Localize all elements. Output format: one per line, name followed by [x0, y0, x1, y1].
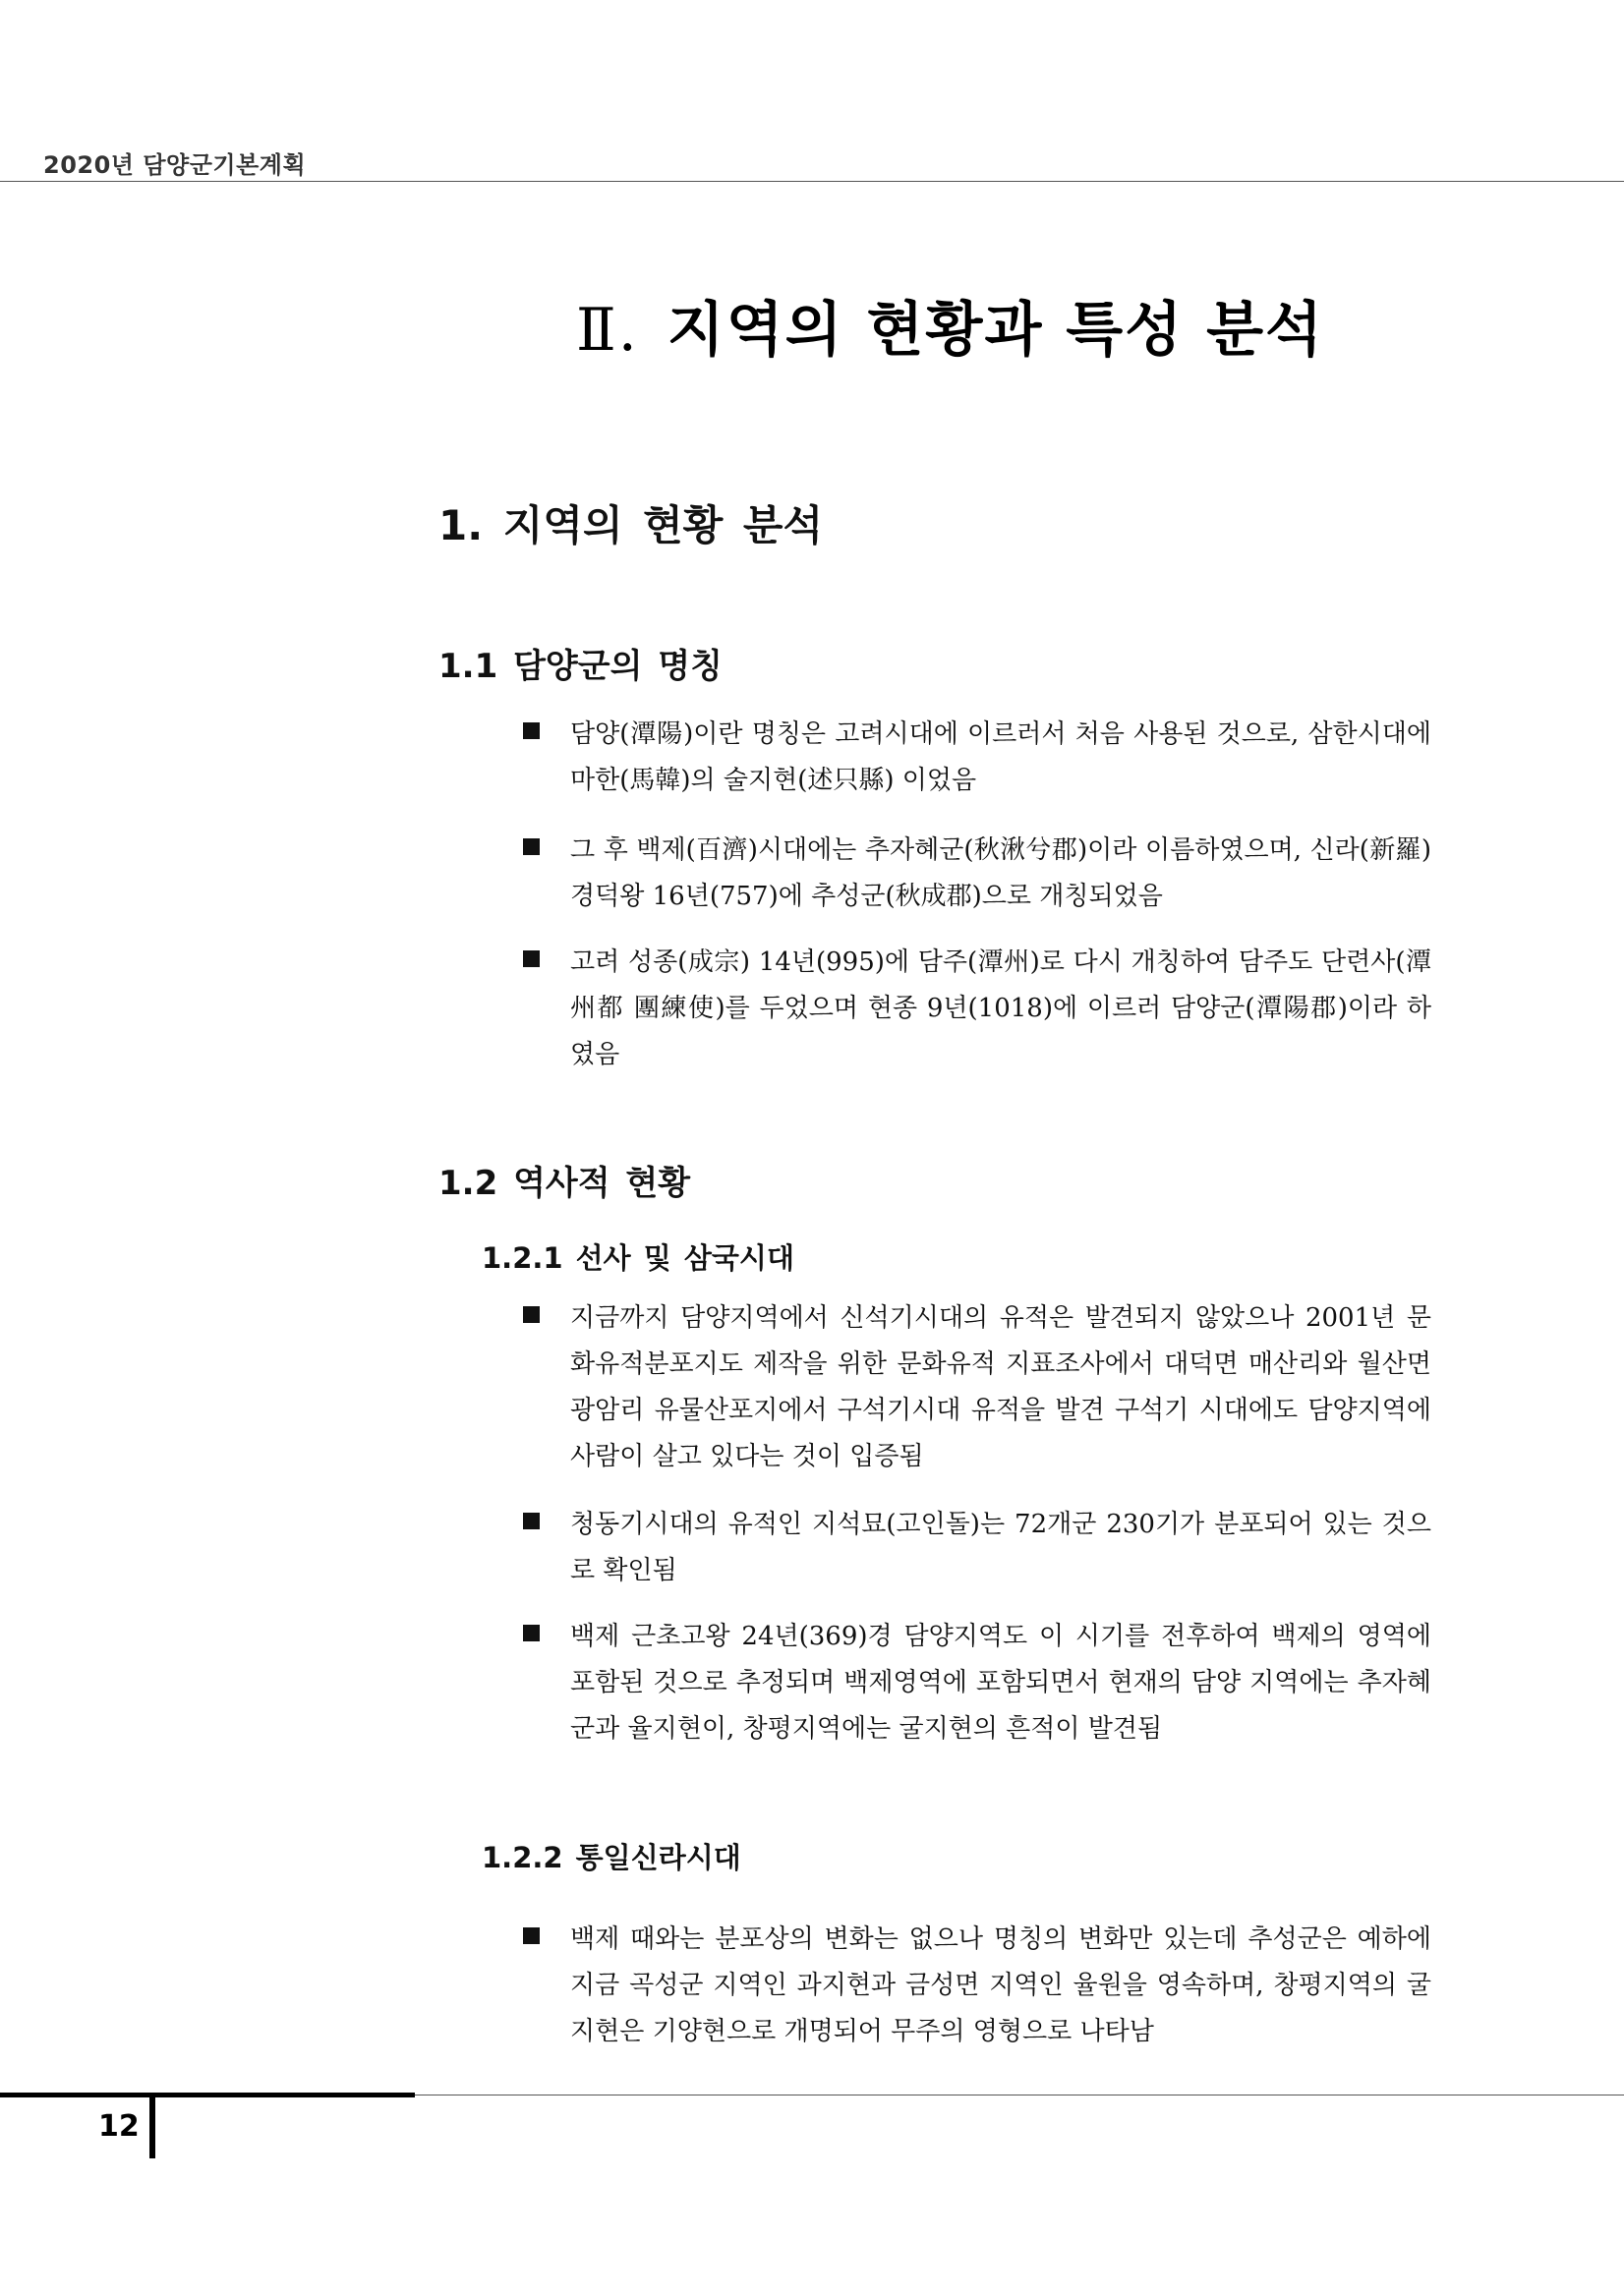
list-item — [523, 1295, 1431, 1480]
section-heading-1: 1. 지역의 현황 분석 — [438, 501, 824, 549]
list-item — [523, 712, 1431, 804]
running-header-title: 2020년 담양군기본계획 — [43, 151, 307, 179]
footer-thick-rule — [0, 2093, 415, 2097]
square-bullet-icon — [523, 1625, 540, 1641]
chapter-numeral: Ⅱ. — [576, 296, 639, 365]
list-item — [523, 940, 1431, 1078]
list-item-text: 지금까지 담양지역에서 신석기시대의 유적은 발견되지 않았으나 2001년 문화유적분포지도 제작을 위한 문화유적 지표조사에서 대덕면 매산리와 월산면 광암리 유물산포지에서 구석기시대 유적을 발견 구석기 시대에도 담양지역에 사람이 살고 있다는 것이 입증됨 — [570, 1303, 1431, 1471]
list-item — [523, 828, 1431, 920]
list-item-text: 청동기시대의 유적인 지석묘(고인돌)는 72개군 230기가 분포되어 있는 것으로 확인됨 — [570, 1510, 1431, 1585]
chapter-title-text: 지역의 현황과 특성 분석 — [667, 296, 1325, 365]
list-item — [523, 1614, 1431, 1752]
square-bullet-icon — [523, 1513, 540, 1529]
list-item — [523, 1917, 1431, 2055]
list-item-text: 담양(潭陽)이란 명칭은 고려시대에 이르러서 처음 사용된 것으로, 삼한시대에 마한(馬韓)의 술지현(述只縣) 이었음 — [570, 719, 1431, 795]
square-bullet-icon — [523, 1306, 540, 1323]
header-divider — [0, 181, 1624, 182]
page-number: 12 — [98, 2109, 140, 2144]
list-item-text: 백제 근초고왕 24년(369)경 담양지역도 이 시기를 전후하여 백제의 영역에 포함된 것으로 추정되며 백제영역에 포함되면서 현재의 담양 지역에는 추자혜군과 율지현이, 창평지역에는 굴지현의 흔적이 발견됨 — [570, 1622, 1431, 1744]
square-bullet-icon — [523, 838, 540, 855]
chapter-title — [576, 283, 1461, 368]
section-heading-1-2: 1.2 역사적 현황 — [438, 1164, 691, 1203]
square-bullet-icon — [523, 1927, 540, 1944]
square-bullet-icon — [523, 950, 540, 967]
square-bullet-icon — [523, 722, 540, 739]
page-number-bar — [149, 2097, 155, 2158]
list-item-text: 그 후 백제(百濟)시대에는 추자혜군(秋湫兮郡)이라 이름하였으며, 신라(新羅) 경덕왕 16년(757)에 추성군(秋成郡)으로 개칭되었음 — [570, 835, 1431, 911]
list-item-text: 고려 성종(成宗) 14년(995)에 담주(潭州)로 다시 개칭하여 담주도 단련사(潭州都 團練使)를 두었으며 현종 9년(1018)에 이르러 담양군(潭陽郡)이라 하였음 — [570, 947, 1431, 1069]
list-item-text: 백제 때와는 분포상의 변화는 없으나 명칭의 변화만 있는데 추성군은 예하에 지금 곡성군 지역인 과지현과 금성면 지역인 율원을 영속하며, 창평지역의 굴지현은 기양현으로 개명되어 무주의 영형으로 나타남 — [570, 1924, 1431, 2046]
list-item — [523, 1502, 1431, 1594]
section-heading-1-1: 1.1 담양군의 명칭 — [438, 647, 723, 686]
subsection-heading-1-2-2: 1.2.2 통일신라시대 — [482, 1841, 741, 1874]
subsection-heading-1-2-1: 1.2.1 선사 및 삼국시대 — [482, 1241, 794, 1275]
